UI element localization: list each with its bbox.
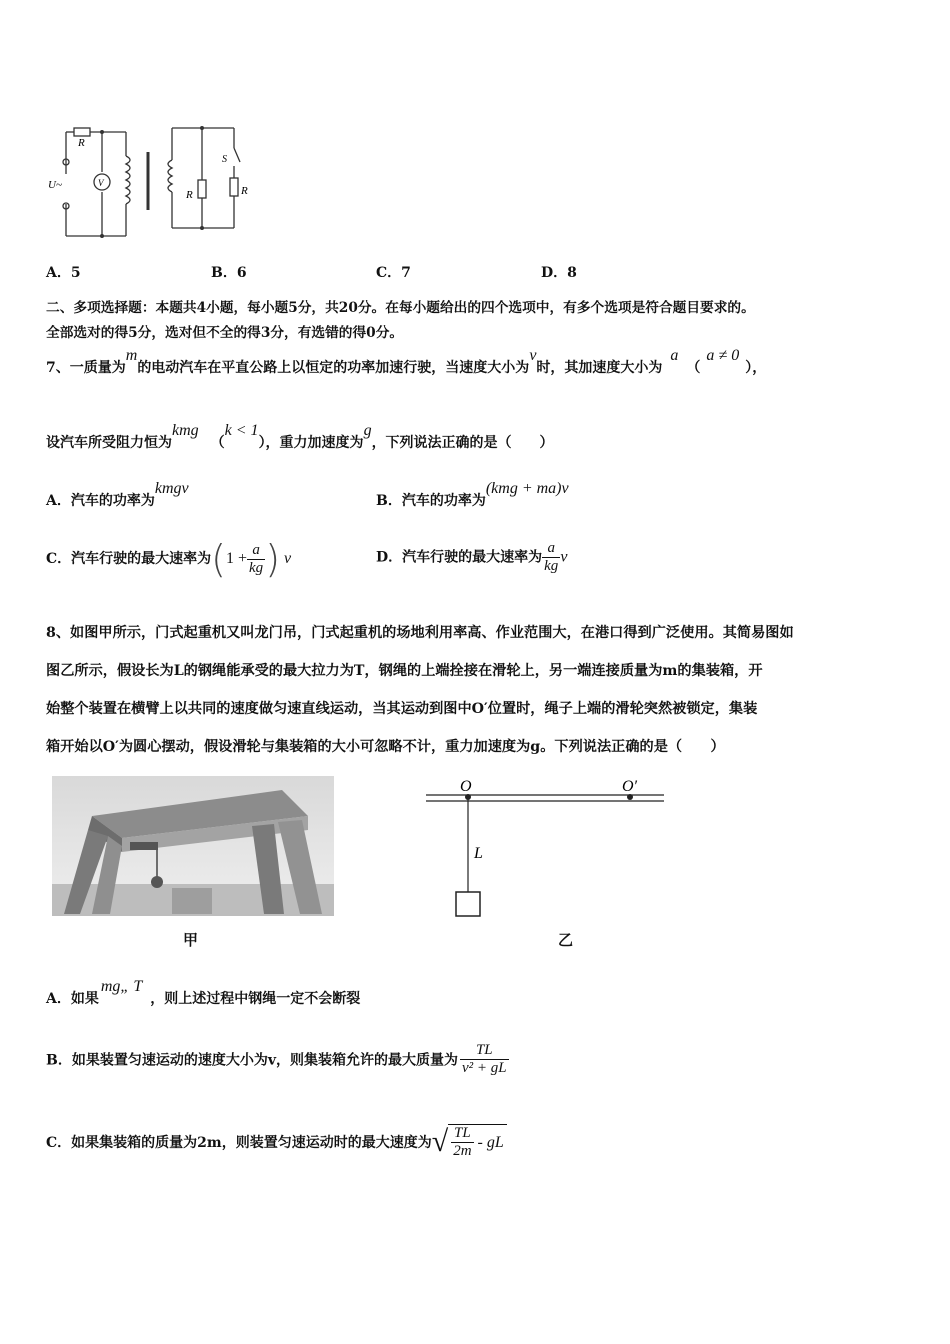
- q7-option-b[interactable]: B．汽车的功率为(kmg + ma)v: [376, 480, 569, 509]
- point-o-prime-label: O′: [622, 778, 638, 795]
- q7-stem-line2: 设汽车所受阻力恒为kmg（k < 1），重力加速度为g，下列说法正确的是（ ）: [46, 422, 554, 451]
- figure-jia-caption: 甲: [183, 931, 199, 949]
- q8-stem-line3: 始整个装置在横臂上以共同的速度做匀速直线运动，当其运动到图中O′位置时，绳子上端的滑轮突然被锁定，集装: [46, 701, 758, 717]
- gantry-crane-photo: [52, 776, 334, 916]
- resistor-label-mid: R: [186, 189, 193, 201]
- q8-option-b[interactable]: B．如果装置匀速运动的速度大小为v，则集装箱允许的最大质量为 $\frac{TL}{\text{v² + gL}}$: [46, 1042, 507, 1076]
- resistor-label-right: R: [241, 185, 248, 197]
- q6-option-c[interactable]: [376, 262, 411, 282]
- resistor-label-top: R: [78, 137, 85, 149]
- q8-stem-line4: 箱开始以O′为圆心摆动，假设滑轮与集装箱的大小可忽略不计，重力加速度为g。下列说法正确的是（ ）: [46, 739, 725, 755]
- q8-stem-line2: 图乙所示，假设长为L的钢绳能承受的最大拉力为T，钢绳的上端拴接在滑轮上，另一端连接质量为m的集装箱，开: [46, 663, 763, 679]
- q7-option-a[interactable]: A．汽车的功率为kmgv: [46, 480, 189, 509]
- option-letter: A．: [46, 265, 71, 281]
- option-letter: C．: [376, 265, 402, 281]
- pendulum-diagram: [420, 772, 670, 922]
- q8-option-a[interactable]: A．如果mg„ T，则上述过程中钢绳一定不会断裂: [46, 978, 361, 1007]
- option-text: 5: [70, 265, 81, 281]
- option-letter: D．: [541, 265, 568, 281]
- source-label: U~: [48, 179, 62, 191]
- q6-option-a[interactable]: [46, 262, 81, 282]
- section2-heading-line2: 全部选对的得5分，选对但不全的得3分，有选错的得0分。: [46, 325, 404, 341]
- q6-option-b[interactable]: [211, 262, 247, 282]
- point-o-label: O: [460, 778, 472, 795]
- q8-option-c[interactable]: C．如果集装箱的质量为2m，则装置匀速运动时的最大速度为√ $\frac{TL}{2m}$ - gL: [46, 1124, 507, 1160]
- option-letter: B．: [211, 265, 237, 281]
- q8-stem-line1: 8、如图甲所示，门式起重机又叫龙门吊，门式起重机的场地利用率高、作业范围大，在港口得到广泛使用。其简易图如: [46, 625, 794, 641]
- option-text: 7: [401, 265, 411, 281]
- length-l-label: L: [474, 845, 483, 862]
- q7-option-d[interactable]: D．汽车行驶的最大速率为 $\frac{a}{kg}$ v: [376, 540, 568, 574]
- q7-stem-line1: 7、一质量为m的电动汽车在平直公路上以恒定的功率加速行驶，当速度大小为v时，其加速度大小为a（a ≠ 0），: [46, 347, 767, 376]
- q6-option-d[interactable]: [541, 262, 577, 282]
- q7-option-c[interactable]: C．汽车行驶的最大速率为(1 + $\frac{a}{kg}$ ) v: [46, 537, 292, 581]
- switch-label: S: [222, 154, 227, 165]
- section2-heading-line1: 二、多项选择题：本题共4小题，每小题5分，共20分。在每小题给出的四个选项中，有多个选项是符合题目要求的。: [46, 300, 755, 316]
- figure-yi-caption: 乙: [558, 931, 574, 949]
- option-text: 8: [567, 265, 577, 281]
- voltmeter-label: V: [98, 178, 104, 188]
- transformer-circuit-figure: [44, 122, 264, 244]
- option-text: 6: [236, 265, 247, 281]
